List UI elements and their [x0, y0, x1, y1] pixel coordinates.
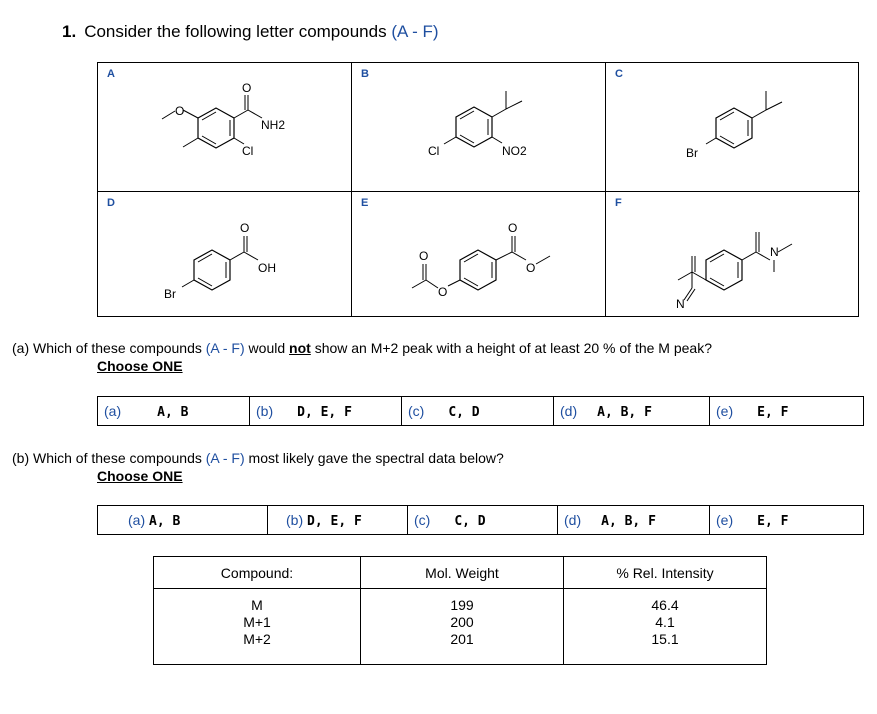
- label-br: Br: [686, 146, 698, 160]
- compound-letter: B: [361, 68, 369, 80]
- question-title: [62, 22, 439, 42]
- title-range: (A - F): [391, 22, 439, 41]
- compound-cell-d: [98, 192, 352, 316]
- label-cl: Cl: [428, 144, 440, 158]
- compound-letter: F: [615, 197, 622, 209]
- structure-a: [98, 63, 352, 192]
- question-b-choose: Choose ONE: [97, 468, 183, 484]
- svg-text:O: O: [240, 221, 250, 235]
- header-compound: Compound:: [154, 557, 361, 589]
- svg-text:O: O: [526, 261, 536, 275]
- label-n: N: [770, 245, 779, 259]
- question-a-emphasis: not: [289, 340, 311, 356]
- label-oh: OH: [258, 261, 276, 275]
- compound-letter: A: [107, 68, 115, 80]
- row-intensities: 46.4 4.1 15.1: [564, 589, 767, 665]
- label-cl: Cl: [242, 144, 254, 158]
- option-a-e[interactable]: (e) E, F: [716, 403, 789, 420]
- title-text: Consider the following letter compounds: [84, 22, 387, 41]
- question-number: 1.: [62, 22, 77, 41]
- option-a-a[interactable]: (a) A, B: [98, 397, 250, 425]
- row-weights: 199 200 201: [361, 589, 564, 665]
- option-a-d[interactable]: (d) A, B, F: [554, 397, 710, 425]
- option-a-b[interactable]: (b) D, E, F: [250, 397, 402, 425]
- compound-cell-b: [352, 63, 606, 192]
- compound-cell-a: [98, 63, 352, 192]
- option-b-c[interactable]: (c) C, D: [408, 506, 558, 534]
- question-a-suffix: show an M+2 peak with a height of at least 20 % of the M peak?: [314, 340, 712, 356]
- option-b-e[interactable]: (e) E, F: [716, 512, 789, 529]
- question-b-suffix: most likely gave the spectral data below?: [248, 450, 504, 466]
- compound-cell-c: [606, 63, 860, 192]
- header-rel-intensity: % Rel. Intensity: [564, 557, 767, 589]
- option-a-c[interactable]: (c) C, D: [402, 397, 554, 425]
- svg-text:O: O: [175, 104, 185, 118]
- option-b-b[interactable]: (b) D, E, F: [268, 506, 408, 534]
- compound-cell-f: [606, 192, 860, 316]
- spectral-table: [153, 556, 767, 665]
- question-a-range: (A - F): [205, 340, 245, 356]
- question-b-range: (A - F): [205, 450, 245, 466]
- label-o: O: [508, 221, 518, 235]
- svg-text:O: O: [419, 249, 429, 263]
- question-a-mid: would: [248, 340, 286, 356]
- question-a-options: [97, 396, 864, 426]
- structure-c: [606, 63, 858, 192]
- structure-d: [98, 192, 352, 316]
- label-nh2: NH2: [261, 118, 286, 132]
- table-row: [154, 589, 767, 665]
- compound-letter: E: [361, 197, 369, 209]
- compound-cell-e: [352, 192, 606, 316]
- question-a-prefix: (a) Which of these compounds: [12, 340, 202, 356]
- header-mol-weight: Mol. Weight: [361, 557, 564, 589]
- svg-text:O: O: [438, 285, 448, 299]
- option-b-a[interactable]: (a) A, B: [98, 506, 268, 534]
- question-b-text: [12, 450, 504, 466]
- question-a-text: [12, 340, 712, 356]
- question-b-prefix: (b) Which of these compounds: [12, 450, 202, 466]
- option-b-d[interactable]: (d) A, B, F: [558, 506, 710, 534]
- compound-grid: [97, 62, 859, 317]
- structure-f: [606, 192, 858, 316]
- label-no2: NO2: [502, 144, 527, 158]
- svg-text:O: O: [242, 81, 252, 95]
- compound-letter: C: [615, 68, 623, 80]
- label-br: Br: [164, 287, 176, 301]
- table-header-row: [154, 557, 767, 589]
- compound-letter: D: [107, 197, 115, 209]
- question-b-options: [97, 505, 864, 535]
- svg-text:N: N: [676, 297, 685, 311]
- row-labels: M M+1 M+2: [154, 589, 361, 665]
- structure-b: [352, 63, 606, 192]
- structure-e: [352, 192, 606, 316]
- question-a-choose: Choose ONE: [97, 358, 183, 374]
